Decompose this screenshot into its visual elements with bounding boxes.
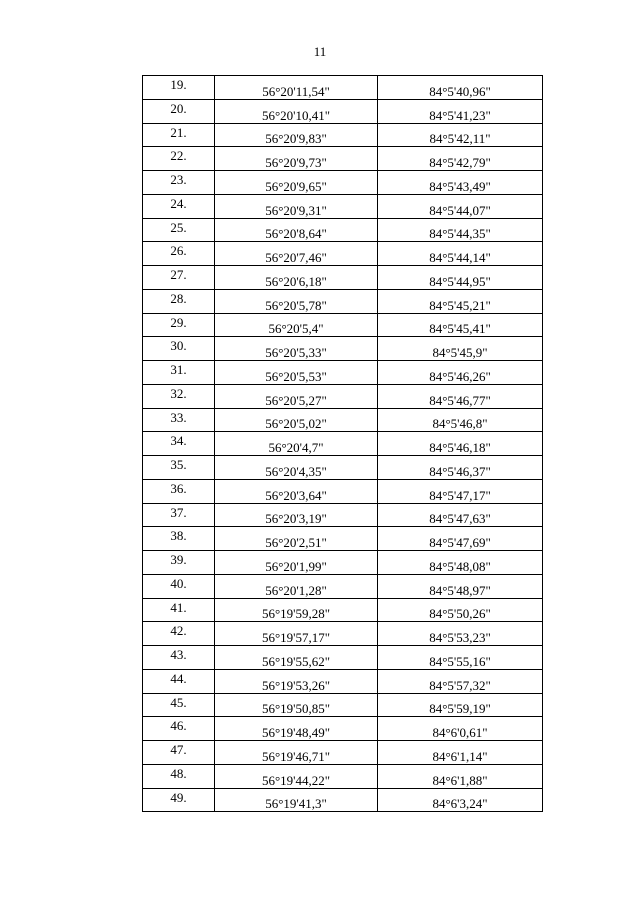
coordinates-table — [142, 75, 543, 812]
table-row — [143, 76, 543, 100]
point-number-cell: 41. — [143, 598, 215, 622]
latitude-cell: 56°20'9,65" — [215, 171, 378, 195]
latitude-cell: 56°20'4,35" — [215, 456, 378, 480]
point-number-cell: 37. — [143, 503, 215, 527]
point-number-cell: 35. — [143, 456, 215, 480]
longitude-cell: 84°6'1,14" — [378, 741, 543, 765]
table-row — [143, 669, 543, 693]
table-row — [143, 123, 543, 147]
table-row — [143, 99, 543, 123]
point-number-cell: 38. — [143, 527, 215, 551]
latitude-cell: 56°19'50,85" — [215, 693, 378, 717]
point-number-cell: 48. — [143, 764, 215, 788]
table-row — [143, 313, 543, 337]
longitude-cell: 84°6'1,88" — [378, 764, 543, 788]
longitude-cell: 84°5'46,37" — [378, 456, 543, 480]
longitude-cell: 84°5'45,21" — [378, 289, 543, 313]
latitude-cell: 56°20'1,28" — [215, 574, 378, 598]
table-row — [143, 361, 543, 385]
longitude-cell: 84°5'48,08" — [378, 551, 543, 575]
table-row — [143, 646, 543, 670]
latitude-cell: 56°20'9,73" — [215, 147, 378, 171]
latitude-cell: 56°19'41,3" — [215, 788, 378, 812]
coordinates-table-body — [143, 76, 543, 812]
latitude-cell: 56°20'5,33" — [215, 337, 378, 361]
longitude-cell: 84°6'0,61" — [378, 717, 543, 741]
table-row — [143, 266, 543, 290]
longitude-cell: 84°5'44,07" — [378, 194, 543, 218]
point-number-cell: 43. — [143, 646, 215, 670]
point-number-cell: 34. — [143, 432, 215, 456]
point-number-cell: 28. — [143, 289, 215, 313]
latitude-cell: 56°19'57,17" — [215, 622, 378, 646]
point-number-cell: 47. — [143, 741, 215, 765]
latitude-cell: 56°20'11,54" — [215, 76, 378, 100]
longitude-cell: 84°5'53,23" — [378, 622, 543, 646]
longitude-cell: 84°5'50,26" — [378, 598, 543, 622]
point-number-cell: 44. — [143, 669, 215, 693]
longitude-cell: 84°5'46,77" — [378, 384, 543, 408]
longitude-cell: 84°5'57,32" — [378, 669, 543, 693]
table-row — [143, 289, 543, 313]
point-number-cell: 42. — [143, 622, 215, 646]
latitude-cell: 56°20'1,99" — [215, 551, 378, 575]
longitude-cell: 84°5'47,69" — [378, 527, 543, 551]
latitude-cell: 56°20'7,46" — [215, 242, 378, 266]
latitude-cell: 56°19'46,71" — [215, 741, 378, 765]
latitude-cell: 56°20'3,19" — [215, 503, 378, 527]
longitude-cell: 84°5'40,96" — [378, 76, 543, 100]
point-number-cell: 49. — [143, 788, 215, 812]
longitude-cell: 84°5'59,19" — [378, 693, 543, 717]
longitude-cell: 84°6'3,24" — [378, 788, 543, 812]
table-row — [143, 764, 543, 788]
point-number-cell: 19. — [143, 76, 215, 100]
table-row — [143, 574, 543, 598]
table-row — [143, 408, 543, 432]
table-row — [143, 384, 543, 408]
latitude-cell: 56°20'10,41" — [215, 99, 378, 123]
latitude-cell: 56°20'5,4" — [215, 313, 378, 337]
point-number-cell: 23. — [143, 171, 215, 195]
longitude-cell: 84°5'46,8" — [378, 408, 543, 432]
table-row — [143, 456, 543, 480]
point-number-cell: 36. — [143, 479, 215, 503]
table-row — [143, 598, 543, 622]
table-row — [143, 788, 543, 812]
longitude-cell: 84°5'41,23" — [378, 99, 543, 123]
longitude-cell: 84°5'46,18" — [378, 432, 543, 456]
table-row — [143, 741, 543, 765]
table-row — [143, 171, 543, 195]
latitude-cell: 56°19'55,62" — [215, 646, 378, 670]
table-row — [143, 218, 543, 242]
point-number-cell: 45. — [143, 693, 215, 717]
longitude-cell: 84°5'44,95" — [378, 266, 543, 290]
point-number-cell: 33. — [143, 408, 215, 432]
longitude-cell: 84°5'48,97" — [378, 574, 543, 598]
table-row — [143, 479, 543, 503]
longitude-cell: 84°5'47,63" — [378, 503, 543, 527]
latitude-cell: 56°19'53,26" — [215, 669, 378, 693]
point-number-cell: 22. — [143, 147, 215, 171]
table-row — [143, 693, 543, 717]
longitude-cell: 84°5'44,35" — [378, 218, 543, 242]
point-number-cell: 24. — [143, 194, 215, 218]
latitude-cell: 56°20'5,02" — [215, 408, 378, 432]
table-row — [143, 503, 543, 527]
latitude-cell: 56°19'48,49" — [215, 717, 378, 741]
longitude-cell: 84°5'47,17" — [378, 479, 543, 503]
table-row — [143, 194, 543, 218]
point-number-cell: 27. — [143, 266, 215, 290]
table-row — [143, 527, 543, 551]
latitude-cell: 56°20'5,27" — [215, 384, 378, 408]
longitude-cell: 84°5'45,9" — [378, 337, 543, 361]
longitude-cell: 84°5'42,79" — [378, 147, 543, 171]
latitude-cell: 56°20'3,64" — [215, 479, 378, 503]
longitude-cell: 84°5'55,16" — [378, 646, 543, 670]
point-number-cell: 29. — [143, 313, 215, 337]
point-number-cell: 30. — [143, 337, 215, 361]
point-number-cell: 39. — [143, 551, 215, 575]
longitude-cell: 84°5'45,41" — [378, 313, 543, 337]
point-number-cell: 21. — [143, 123, 215, 147]
longitude-cell: 84°5'42,11" — [378, 123, 543, 147]
point-number-cell: 25. — [143, 218, 215, 242]
latitude-cell: 56°20'5,53" — [215, 361, 378, 385]
latitude-cell: 56°20'6,18" — [215, 266, 378, 290]
page-number: 11 — [313, 44, 327, 59]
longitude-cell: 84°5'44,14" — [378, 242, 543, 266]
table-row — [143, 147, 543, 171]
table-row — [143, 551, 543, 575]
longitude-cell: 84°5'43,49" — [378, 171, 543, 195]
point-number-cell: 20. — [143, 99, 215, 123]
point-number-cell: 32. — [143, 384, 215, 408]
latitude-cell: 56°19'59,28" — [215, 598, 378, 622]
latitude-cell: 56°20'8,64" — [215, 218, 378, 242]
table-row — [143, 337, 543, 361]
point-number-cell: 31. — [143, 361, 215, 385]
latitude-cell: 56°20'9,83" — [215, 123, 378, 147]
latitude-cell: 56°19'44,22" — [215, 764, 378, 788]
table-row — [143, 432, 543, 456]
table-row — [143, 242, 543, 266]
table-row — [143, 717, 543, 741]
point-number-cell: 46. — [143, 717, 215, 741]
longitude-cell: 84°5'46,26" — [378, 361, 543, 385]
latitude-cell: 56°20'9,31" — [215, 194, 378, 218]
latitude-cell: 56°20'4,7" — [215, 432, 378, 456]
point-number-cell: 40. — [143, 574, 215, 598]
latitude-cell: 56°20'5,78" — [215, 289, 378, 313]
table-row — [143, 622, 543, 646]
point-number-cell: 26. — [143, 242, 215, 266]
latitude-cell: 56°20'2,51" — [215, 527, 378, 551]
